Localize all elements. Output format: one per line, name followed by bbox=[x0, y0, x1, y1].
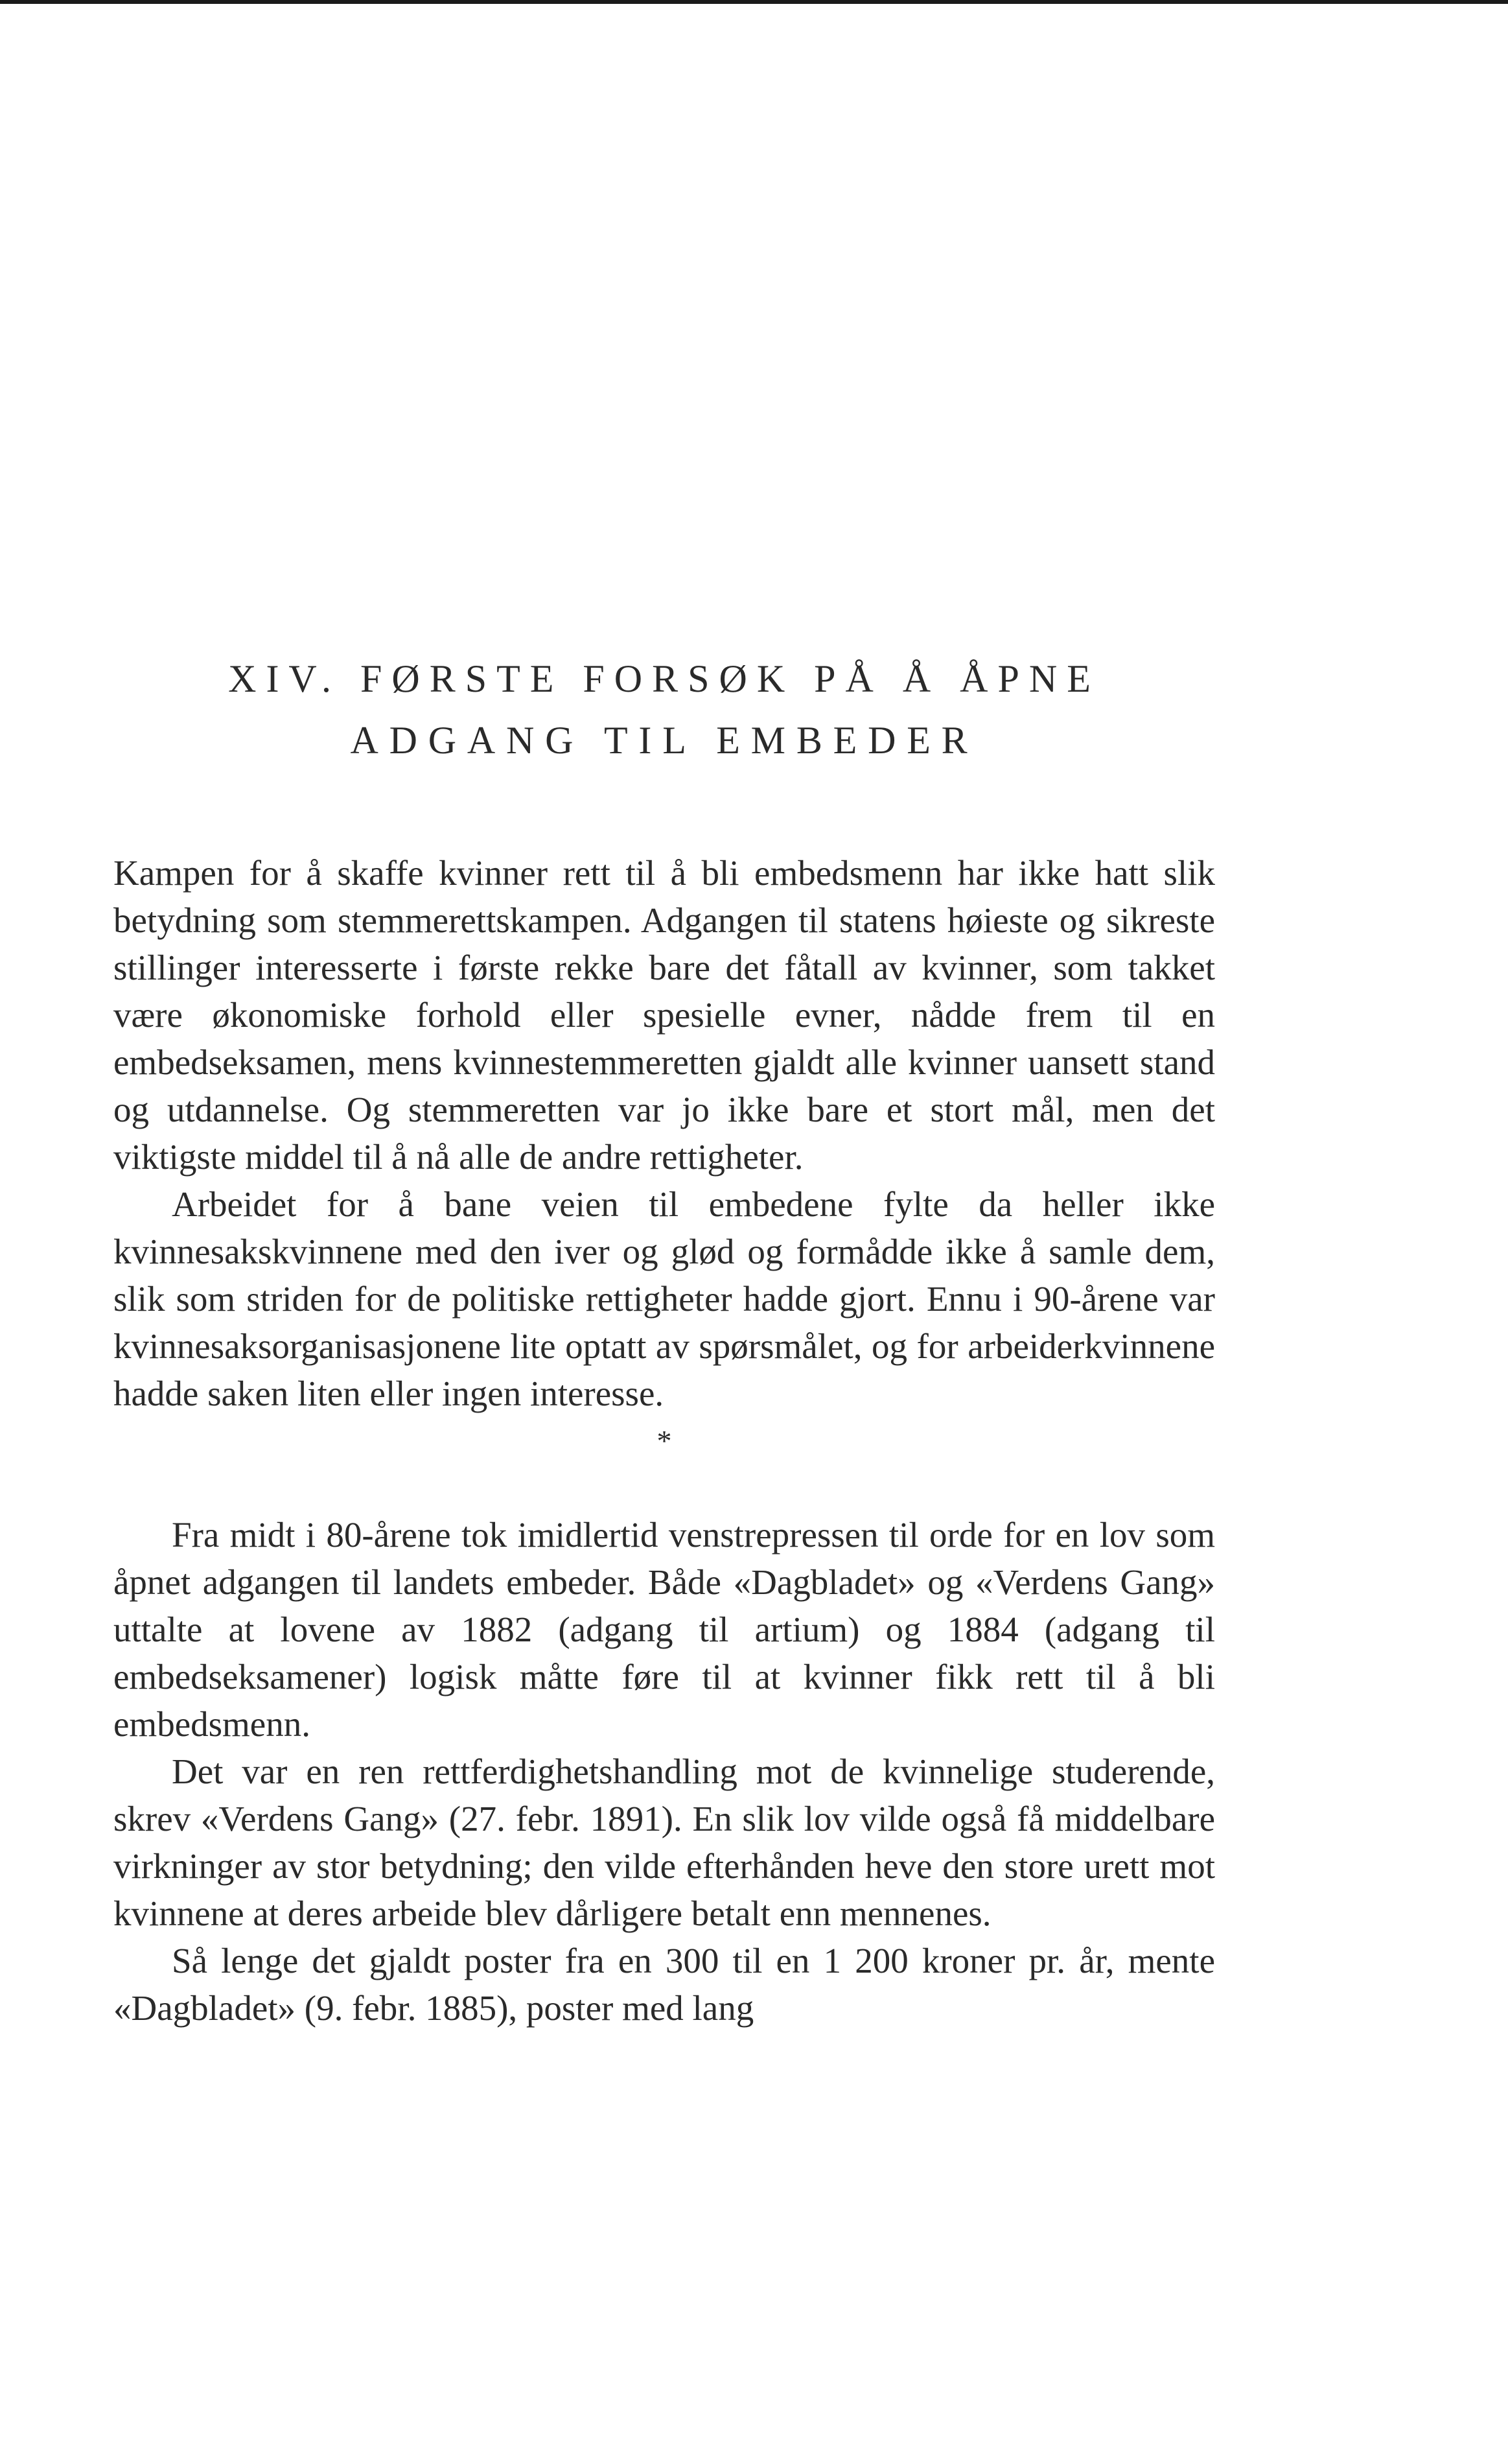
chapter-heading-line-2: ADGANG TIL EMBEDER bbox=[350, 719, 979, 762]
section-break-asterisk: * bbox=[656, 1424, 672, 1457]
paragraph-4: Det var en ren rettferdighetshandling mot de kvinnelige studerende, skrev «Verdens Gang» (27. febr. 1891). En slik lov vilde også få middelbare virkninger av stor betydning; den vilde efterhånden heve den store urett mot kvinnene at deres arbeide blev dårligere betalt enn mennenes. bbox=[113, 1752, 1215, 1933]
page-top-border bbox=[0, 0, 1508, 4]
paragraph-5: Så lenge det gjaldt poster fra en 300 til en 1 200 kroner pr. år, mente «Dagbladet» (9. febr. 1885), poster med lang bbox=[113, 1941, 1215, 2028]
paragraph-2: Arbeidet for å bane veien til embedene fylte da heller ikke kvinnesakskvinnene med den iver og glød og formådde ikke å samle dem, slik som striden for de politiske rettigheter hadde gjort. Ennu i 90-årene var kvinnesaksorganisasjonene lite optatt av spørsmålet, og for arbeiderkvinnene hadde saken liten eller ingen interesse. bbox=[113, 1184, 1215, 1413]
paragraph-3: Fra midt i 80-årene tok imidlertid venstrepressen til orde for en lov som åpnet adgangen til landets embeder. Både «Dagbladet» og «Verdens Gang» uttalte at lovene av 1882 (adgang til artium) og 1884 (adgang til embedseksamener) logisk måtte føre til at kvinner fikk rett til å bli embedsmenn. bbox=[113, 1515, 1215, 1744]
page-text-block bbox=[113, 648, 1215, 2032]
paragraph-1: Kampen for å skaffe kvinner rett til å bli embedsmenn har ikke hatt slik betydning som stemmerettskampen. Adgangen til statens høieste og sikreste stillinger interesserte i første rekke bare det fåtall av kvinner, som takket være økonomiske forhold eller spesielle evner, nådde frem til en embedseksamen, mens kvinnestemmeretten gjaldt alle kvinner uansett stand og utdannelse. Og stemmeretten var jo ikke bare et stort mål, men det viktigste middel til å nå alle de andre rettigheter. bbox=[113, 853, 1215, 1177]
chapter-heading bbox=[113, 648, 1215, 771]
chapter-heading-line-1: XIV. FØRSTE FORSØK PÅ Å ÅPNE bbox=[228, 657, 1100, 700]
